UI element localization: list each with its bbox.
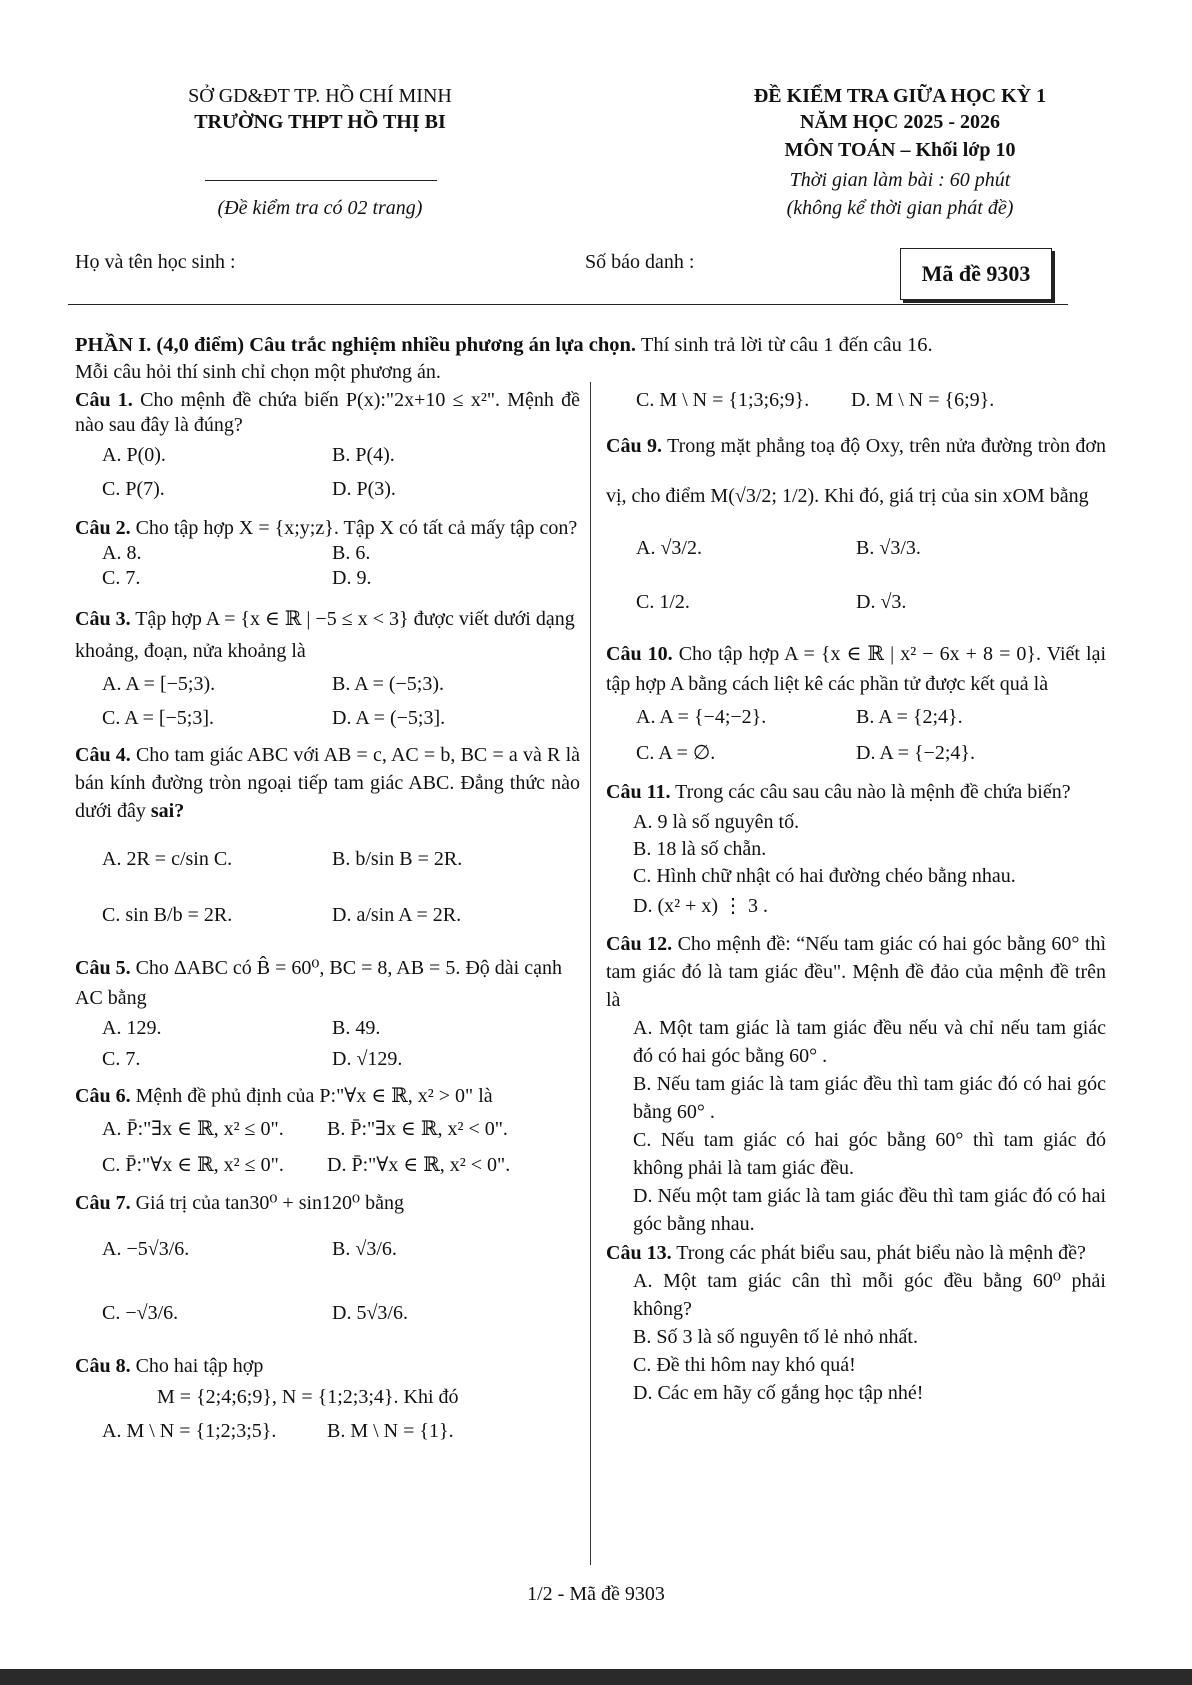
question-label: Câu 11.: [606, 781, 671, 803]
question-3: [75, 603, 580, 735]
question-2: [75, 516, 580, 591]
scan-edge: [0, 1669, 1192, 1685]
question-13-option-c[interactable]: C. Đề thi hôm nay khó quá!: [633, 1354, 856, 1376]
question-7-option-a[interactable]: A. −5√3/6.: [102, 1238, 190, 1260]
question-8-sets: M = {2;4;6;9}, N = {1;2;3;4}. Khi đó: [157, 1386, 459, 1408]
question-text: Giá trị của tan30⁰ + sin120⁰ bằng: [135, 1192, 404, 1214]
question-8-option-a[interactable]: A. M \ N = {1;2;3;5}.: [102, 1420, 277, 1442]
question-3-option-d[interactable]: D. A = (−5;3].: [332, 707, 446, 729]
part1-instruction: Thí sinh trả lời từ câu 1 đến câu 16.: [640, 334, 933, 356]
question-text: Cho tam giác ABC với AB = c, AC = b, BC = a và R là bán kính đường tròn ngoại tiếp tam giác ABC. Đẳng thức nào dưới đây: [75, 744, 580, 822]
question-4-option-c[interactable]: C. sin B/b = 2R.: [102, 904, 233, 926]
question-12-option-d[interactable]: D. Nếu một tam giác là tam giác đều thì tam giác đó có hai góc bằng nhau.: [633, 1185, 1106, 1235]
question-12-option-c[interactable]: C. Nếu tam giác có hai góc bằng 60° thì tam giác đó không phải là tam giác đều.: [633, 1129, 1106, 1179]
question-12: [606, 930, 1106, 1238]
question-9-option-c[interactable]: C. 1/2.: [636, 591, 690, 613]
question-3-option-c[interactable]: C. A = [−5;3].: [102, 707, 215, 729]
header-divider-left: [205, 180, 437, 181]
part1-heading: PHẦN I. (4,0 điểm) Câu trắc nghiệm nhiều phương án lựa chọn.: [75, 334, 637, 356]
question-label: Câu 13.: [606, 1242, 672, 1264]
question-7-option-b[interactable]: B. √3/6.: [332, 1238, 397, 1260]
question-label: Câu 2.: [75, 517, 131, 539]
candidate-number-label: Số báo danh :: [585, 251, 695, 273]
column-separator: [590, 382, 591, 1565]
question-8-option-c[interactable]: C. M \ N = {1;3;6;9}.: [636, 389, 810, 411]
question-text: Trong các phát biểu sau, phát biểu nào là mệnh đề?: [676, 1242, 1086, 1264]
question-text: Cho mệnh đề: “Nếu tam giác có hai góc bằng 60° thì tam giác đó là tam giác đều". Mệnh đề đảo của mệnh đề trên là: [606, 933, 1107, 1011]
page-footer: 1/2 - Mã đề 9303: [527, 1583, 665, 1605]
question-9-option-a[interactable]: A. √3/2.: [636, 537, 702, 559]
question-11: [606, 779, 1106, 922]
question-text: Trong các câu sau câu nào là mệnh đề chứa biến?: [675, 781, 1071, 803]
question-13: [606, 1240, 1106, 1407]
question-9: [606, 421, 1106, 629]
question-4: [75, 741, 580, 943]
question-label: Câu 8.: [75, 1355, 131, 1377]
left-column: [75, 388, 580, 1449]
question-11-option-d[interactable]: D. (x² + x) ⋮ 3 .: [633, 895, 769, 917]
question-label: Câu 9.: [606, 435, 662, 457]
question-label: Câu 1.: [75, 389, 133, 411]
question-6-option-d[interactable]: D. P̄:"∀x ∈ ℝ, x² < 0".: [327, 1154, 511, 1176]
department-name: SỞ GD&ĐT TP. HỒ CHÍ MINH: [188, 85, 452, 107]
question-5-option-d[interactable]: D. √129.: [332, 1048, 403, 1070]
question-label: Câu 5.: [75, 957, 131, 979]
question-2-option-a[interactable]: A. 8.: [102, 542, 142, 564]
question-emphasis: sai?: [150, 800, 185, 822]
question-2-option-d[interactable]: D. 9.: [332, 567, 372, 589]
question-text: Cho ΔABC có B̂ = 60⁰, BC = 8, AB = 5. Độ dài cạnh AC bằng: [75, 957, 562, 1009]
question-8: [75, 1351, 580, 1449]
part1-instruction-2: Mỗi câu hỏi thí sinh chỉ chọn một phương án.: [75, 361, 441, 383]
question-13-option-a[interactable]: A. Một tam giác cân thì mỗi góc đều bằng 60⁰ phải không?: [633, 1270, 1106, 1320]
question-label: Câu 6.: [75, 1085, 131, 1107]
question-text: Cho mệnh đề chứa biến P(x):"2x+10 ≤ x²". Mệnh đề nào sau đây là đúng?: [75, 389, 581, 436]
question-10-option-c[interactable]: C. A = ∅.: [636, 742, 716, 764]
right-column: [606, 388, 1106, 1407]
question-1: [75, 388, 580, 506]
question-4-option-a[interactable]: A. 2R = c/sin C.: [102, 848, 233, 870]
question-2-option-c[interactable]: C. 7.: [102, 567, 141, 589]
question-9-option-b[interactable]: B. √3/3.: [856, 537, 921, 559]
question-10-option-b[interactable]: B. A = {2;4}.: [856, 706, 963, 728]
question-11-option-b[interactable]: B. 18 là số chẵn.: [633, 838, 767, 860]
question-7-option-d[interactable]: D. 5√3/6.: [332, 1302, 408, 1324]
question-3-option-b[interactable]: B. A = (−5;3).: [332, 673, 445, 695]
question-6-option-c[interactable]: C. P̄:"∀x ∈ ℝ, x² ≤ 0".: [102, 1154, 284, 1176]
question-9-option-d[interactable]: D. √3.: [856, 591, 907, 613]
question-5: [75, 953, 580, 1075]
exam-code-box: Mã đề 9303: [900, 248, 1052, 300]
question-4-option-d[interactable]: D. a/sin A = 2R.: [332, 904, 462, 926]
question-5-option-c[interactable]: C. 7.: [102, 1048, 141, 1070]
question-12-option-b[interactable]: B. Nếu tam giác là tam giác đều thì tam giác đó có hai góc bằng 60° .: [633, 1073, 1106, 1123]
exam-time: Thời gian làm bài : 60 phút: [789, 169, 1011, 191]
question-8-option-d[interactable]: D. M \ N = {6;9}.: [851, 389, 995, 411]
question-10-option-d[interactable]: D. A = {−2;4}.: [856, 742, 975, 764]
question-13-option-b[interactable]: B. Số 3 là số nguyên tố lẻ nhỏ nhất.: [633, 1326, 918, 1348]
subject: MÔN TOÁN – Khối lớp 10: [784, 139, 1016, 161]
question-7-option-c[interactable]: C. −√3/6.: [102, 1302, 179, 1324]
question-text: Mệnh đề phủ định của P:"∀x ∈ ℝ, x² > 0" là: [135, 1085, 493, 1107]
question-label: Câu 7.: [75, 1192, 131, 1214]
question-13-option-d[interactable]: D. Các em hãy cố gắng học tập nhé!: [633, 1382, 924, 1404]
question-6-option-b[interactable]: B. P̄:"∃x ∈ ℝ, x² < 0".: [327, 1118, 508, 1140]
question-3-option-a[interactable]: A. A = [−5;3).: [102, 673, 216, 695]
student-name-label: Họ và tên học sinh :: [75, 251, 236, 273]
question-label: Câu 3.: [75, 608, 131, 630]
question-11-option-c[interactable]: C. Hình chữ nhật có hai đường chéo bằng nhau.: [633, 865, 1016, 887]
question-2-option-b[interactable]: B. 6.: [332, 542, 371, 564]
question-text: Tập hợp A = {x ∈ ℝ | −5 ≤ x < 3} được viết dưới dạng khoảng, đoạn, nửa khoảng là: [75, 608, 575, 662]
question-4-option-b[interactable]: B. b/sin B = 2R.: [332, 848, 463, 870]
question-1-option-b[interactable]: B. P(4).: [332, 444, 395, 466]
question-1-option-a[interactable]: A. P(0).: [102, 444, 166, 466]
question-text: Cho tập hợp X = {x;y;z}. Tập X có tất cả mấy tập con?: [135, 517, 578, 539]
question-8-option-b[interactable]: B. M \ N = {1}.: [327, 1420, 454, 1442]
question-1-option-d[interactable]: D. P(3).: [332, 478, 396, 500]
question-1-option-c[interactable]: C. P(7).: [102, 478, 165, 500]
question-text: Trong mặt phẳng toạ độ Oxy, trên nửa đường tròn đơn vị, cho điểm M(√3/2; 1/2). Khi đó, giá trị của sin xOM bằng: [606, 435, 1107, 507]
header-divider: [68, 304, 1068, 305]
question-12-option-a[interactable]: A. Một tam giác là tam giác đều nếu và chỉ nếu tam giác đó có hai góc bằng 60° .: [633, 1017, 1106, 1067]
question-text: Cho tập hợp A = {x ∈ ℝ | x² − 6x + 8 = 0}. Viết lại tập hợp A bằng cách liệt kê các phần tử được kết quả là: [606, 643, 1106, 695]
question-11-option-a[interactable]: A. 9 là số nguyên tố.: [633, 811, 800, 833]
school-year: NĂM HỌC 2025 - 2026: [800, 111, 1000, 133]
question-10-option-a[interactable]: A. A = {−4;−2}.: [636, 706, 767, 728]
part1-heading-line: [75, 333, 933, 357]
question-10: [606, 639, 1106, 771]
question-label: Câu 10.: [606, 643, 673, 665]
question-7: [75, 1189, 580, 1345]
question-6: [75, 1081, 580, 1183]
exam-time-note: (không kể thời gian phát đề): [786, 197, 1014, 219]
question-5-option-a[interactable]: A. 129.: [102, 1017, 162, 1039]
question-5-option-b[interactable]: B. 49.: [332, 1017, 381, 1039]
school-name: TRƯỜNG THPT HỒ THỊ BI: [194, 111, 446, 133]
pages-note: (Đề kiểm tra có 02 trang): [217, 197, 423, 219]
question-8-options-cont: [606, 388, 1106, 413]
question-label: Câu 4.: [75, 744, 131, 766]
question-text: Cho hai tập hợp: [135, 1355, 264, 1377]
question-6-option-a[interactable]: A. P̄:"∃x ∈ ℝ, x² ≤ 0".: [102, 1118, 284, 1140]
question-label: Câu 12.: [606, 933, 673, 955]
exam-title: ĐỀ KIỂM TRA GIỮA HỌC KỲ 1: [753, 85, 1047, 107]
